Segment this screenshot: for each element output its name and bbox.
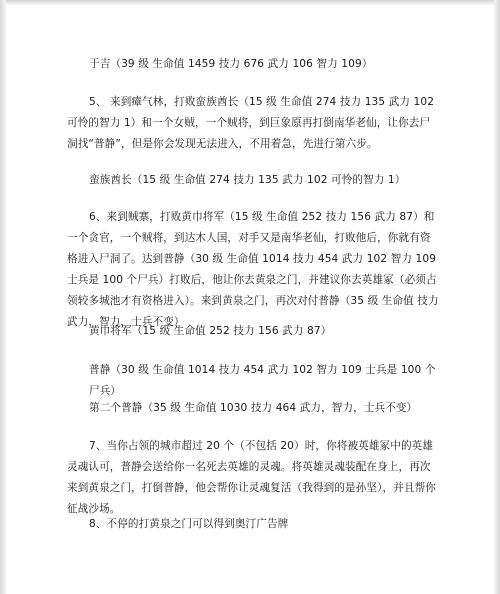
- stat-line-second-pujing: 第二个普静（35 级 生命值 1030 技力 464 武力，智力，士兵不变）: [89, 402, 418, 414]
- step-5-paragraph: 5、 来到瘴气林，打败蛮族酋长（15 级 生命值 274 技力 135 武力 102 可怜的智力 1）和一个女贼，一个贼将，到巨象原再打倒南华老仙，让你去尸洞找“普静”，但是你会发现无法进入，不用着急，先进行第六步。: [67, 96, 435, 150]
- right-page-shadow: [494, 0, 500, 594]
- stat-line-man-chief: 蛮族酋长（15 级 生命值 274 技力 135 武力 102 可怜的智力 1）: [89, 174, 406, 186]
- step-6-paragraph: 6、来到贼寨，打败黄巾将军（15 级 生命值 252 技力 156 武力 87）和一个贪官，一个贼将，到达木人国，对手又是南华老仙，打败他后，你就有资格进入尸洞了。达到普静（30 级 生命值 1014 技力 454 武力 102 智力 109 士兵是 100 个尸兵）打败后，他让你去黄泉之门，并建议你去英雄冢（必须占领较多城池才有资格进入）。来到黄泉之门，再次对付普静（35 级 生命值 技力 武力，智力，士兵不变）: [67, 211, 439, 328]
- left-page-shadow: [0, 0, 6, 594]
- step-7-paragraph: 7、当你占领的城市超过 20 个（不包括 20）时，你将被英雄冢中的英雄灵魂认可，普静会送给你一名死去英雄的灵魂。将英雄灵魂装配在身上，再次来到黄泉之门，打倒普静，他会帮你让灵魂复活（我得到的是孙坚），并且帮你征战沙场。: [67, 440, 436, 515]
- page-top-shadow: [0, 0, 500, 6]
- stat-line-huangjin-general: 黄巾将军（15 级 生命值 252 技力 156 武力 87）: [89, 325, 332, 337]
- step-8-paragraph: 8、不停的打黄泉之门可以得到奥汀广告牌: [89, 518, 289, 530]
- stat-line-yuji: 于吉（39 级 生命值 1459 技力 676 武力 106 智力 109）: [89, 58, 373, 70]
- stat-line-pujing: 普静（30 级 生命值 1014 技力 454 武力 102 智力 109 士兵是 100 个尸兵）: [89, 364, 436, 397]
